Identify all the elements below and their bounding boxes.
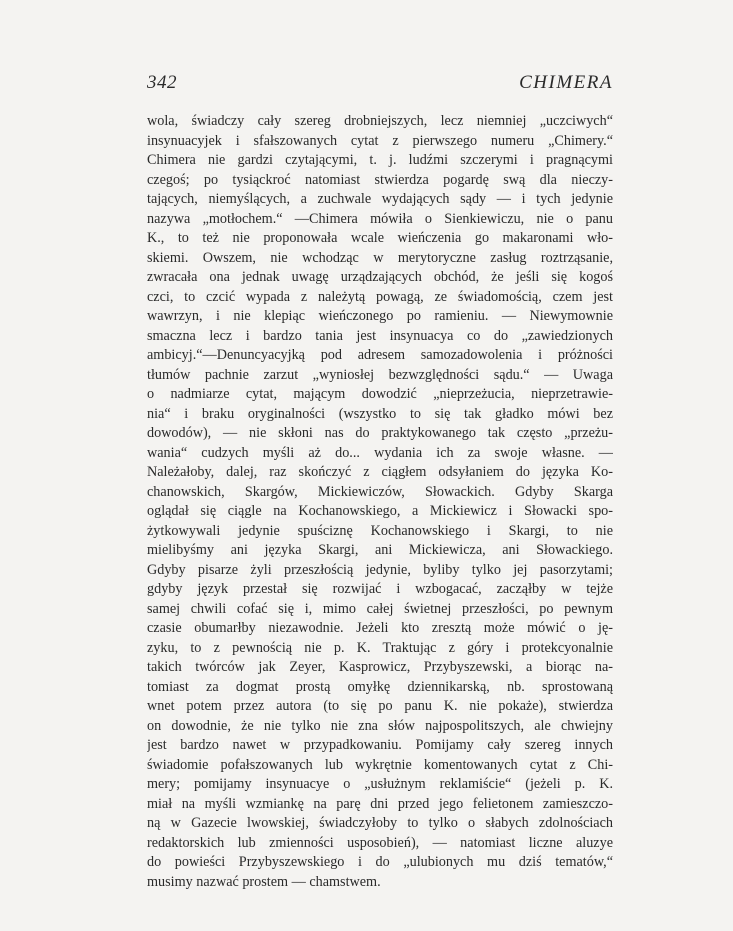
text-line: smaczna lecz i bardzo tania jest insynuacya co do „zawiedzionych [147, 327, 613, 344]
page-header [147, 72, 613, 100]
text-line: żytkowywali jedynie spuściznę Kochanowskiego i Skargi, to nie [147, 522, 613, 539]
text-line: nia“ i braku oryginalności (wszystko to się tak gładko mówi bez [147, 405, 613, 422]
text-line: zwracała ona jednak uwagę urządzających obchód, że jeśli się kogoś [147, 269, 613, 285]
text-line: wola, świadczy cały szereg drobniejszych, lecz niemniej „uczciwych“ [147, 113, 613, 129]
text-line: chanowskich, Skargów, Mickiewiczów, Słowackich. Gdyby Skarga [147, 483, 613, 500]
text-line: czasie obumarłby niezawodnie. Jeżeli kto zresztą może mówić o ję- [147, 620, 613, 636]
body-text [147, 112, 613, 892]
text-line: skiemi. Owszem, nie wchodząc w merytoryczne zasług roztrząsanie, [147, 249, 613, 266]
text-line: wania“ cudzych myśli aż do... wydania ich za swoje własne. — [147, 444, 613, 461]
text-line: takich twórców jak Zeyer, Kasprowicz, Przybyszewski, a biorąc na- [147, 659, 613, 675]
text-line: oglądał się ciągle na Kochanowskiego, a Mickiewicz i Słowacki spo- [147, 503, 613, 519]
text-line: Należałoby, dalej, raz skończyć z ciągłem odsyłaniem do języka Ko- [147, 464, 613, 480]
text-line: K., to też nie proponowała wcale wieńczenia go makaronami wło- [147, 230, 613, 246]
text-line: gdyby język przestał się rozwijać i wzbogacać, zacząłby w tejże [147, 581, 613, 597]
text-line: do powieści Przybyszewskiego i do „ulubionych mu dziś tematów,“ [147, 854, 613, 870]
text-line: czegoś; po tysiąckroć natomiast stwierdza pogardę swą dla nieczy- [147, 171, 613, 188]
text-line: wnet potem przez autora (to się po panu K. nie pokaże), stwierdza [147, 698, 613, 714]
text-line: jest bardzo nawet w przypadkowaniu. Pomijamy cały szereg innych [147, 737, 613, 753]
text-line: ambicyj.“—Denuncyacyjką pod adresem samozadowolenia i próżności [147, 347, 613, 363]
text-line: tłumów pachnie zarzut „wyniosłej bezwzględności sądu.“ — Uwaga [147, 366, 613, 383]
text-line: miał na myśli wzmiankę na parę dni przed jego felietonem zamieszczo- [147, 795, 613, 812]
text-line: wawrzyn, i nie klepiąc wieńczonego po ramieniu. — Niewymownie [147, 308, 613, 324]
text-line: on dowodnie, że nie tylko nie zna słów najpospolitszych, ale chwiejny [147, 717, 613, 734]
text-line: świadomie pofałszowanych lub wykrętnie komentowanych cytat z Chi- [147, 756, 613, 773]
text-line: nazywa „motłochem.“ —Chimera mówiła o Sienkiewiczu, nie o panu [147, 210, 613, 227]
text-line: dowodów), — nie skłoni nas do praktykowanego tak często „przeżu- [147, 425, 613, 441]
text-line: mery; pomijamy insynuacye o „usłużnym reklamiście“ (jeżeli p. K. [147, 776, 613, 792]
text-line: mielibyśmy ani języka Skargi, ani Mickiewicza, ani Słowackiego. [147, 542, 613, 558]
text-line: musimy nazwać prostem — chamstwem. [147, 873, 381, 890]
page-number: 342 [147, 72, 177, 93]
text-line: samej chwili cofać się i, mimo całej świetnej przeszłości, po pewnym [147, 600, 613, 617]
text-line: czci, to czcić wypada z należytą powagą, ze świadomością, czem jest [147, 288, 613, 305]
text-line: redaktorskich lub zmienności usposobień), — natomiast liczne aluzye [147, 834, 613, 851]
text-line: zyku, to z pewnością nie p. K. Traktując z góry i protekcyonalnie [147, 639, 613, 656]
running-title: CHIMERA [519, 72, 613, 93]
text-line: tających, niemyślących, a zuchwale wydających sądy — i tych jedynie [147, 191, 613, 207]
text-line: insynuacyjek i sfałszowanych cytat z pierwszego numeru „Chimery.“ [147, 132, 613, 149]
text-line: o nadmiarze cytat, mającym dowodzić „nieprzeżucia, nieprzetrawie- [147, 386, 613, 402]
text-line: Gdyby pisarze żyli przeszłością jedynie, byliby tylko jej pasorzytami; [147, 561, 613, 578]
text-line: Chimera nie gardzi czytającymi, t. j. ludźmi szczerymi i pragnącymi [147, 152, 613, 168]
text-line: tomiast za dogmat prostą omyłkę dziennikarską, nb. sprostowaną [147, 678, 613, 695]
text-line: ną w Gazecie lwowskiej, świadczyłoby to tylko o słabych zdolnościach [147, 815, 613, 831]
